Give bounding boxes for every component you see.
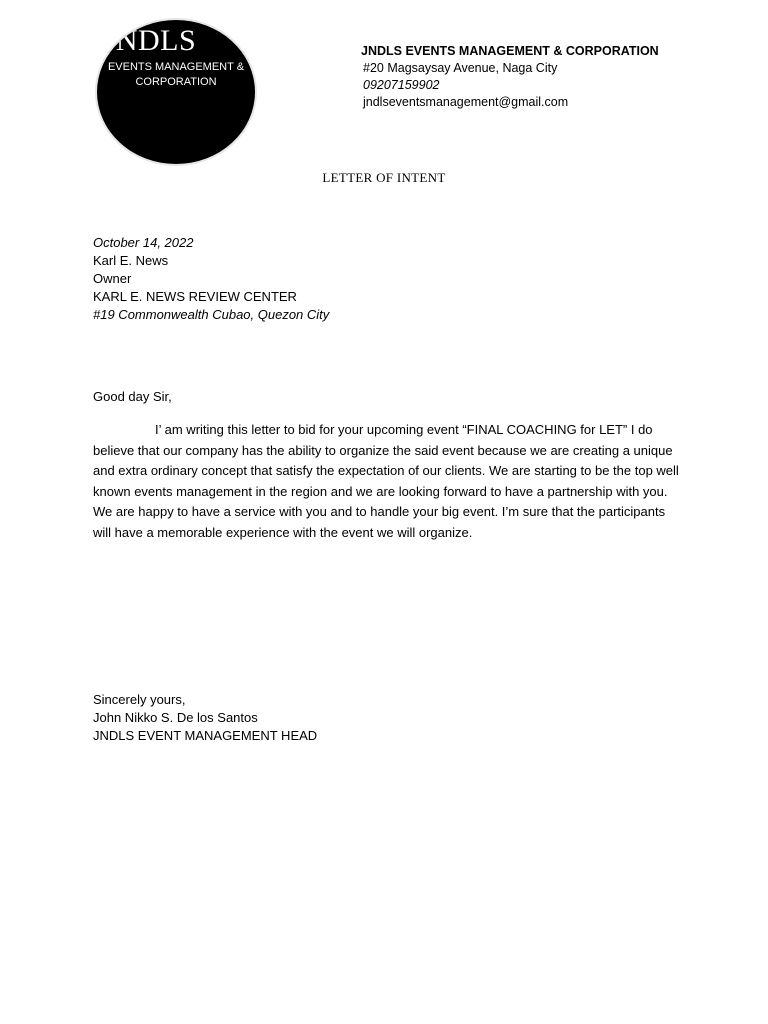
- letter-body-text: I’ am writing this letter to bid for your upcoming event “FINAL COACHING for LET” I do believe that our company has the ability to organize the said event because we are creating a unique and extra ordinary concept that satisfy the expectation of our clients. We are starting to be the top well known events management in the region and we are looking forward to have a partnership with you. We are happy to have a service with you and to handle your big event. I’m sure that the participants will have a memorable experience with the event we will organize.: [93, 422, 679, 540]
- logo-subtitle-line2: CORPORATION: [135, 76, 217, 88]
- valediction: Sincerely yours,: [93, 692, 186, 707]
- logo-subtitle-line1: EVENTS MANAGEMENT &: [107, 61, 245, 73]
- logo-text: NDLS: [115, 24, 197, 57]
- recipient-name: Karl E. News: [93, 253, 169, 268]
- signer-title: JNDLS EVENT MANAGEMENT HEAD: [93, 728, 318, 743]
- signer-name: John Nikko S. De los Santos: [93, 710, 258, 725]
- company-name: JNDLS EVENTS MANAGEMENT & CORPORATION: [361, 44, 659, 58]
- company-header: [361, 43, 659, 111]
- company-email: jndlseventsmanagement@gmail.com: [363, 95, 569, 109]
- company-logo: [95, 18, 257, 166]
- letter-date: October 14, 2022: [93, 235, 194, 250]
- letter-title: LETTER OF INTENT: [322, 170, 446, 185]
- recipient-company: KARL E. NEWS REVIEW CENTER: [93, 289, 297, 304]
- salutation: Good day Sir,: [93, 389, 172, 404]
- recipient-block: [93, 234, 693, 324]
- company-address: #20 Magsaysay Avenue, Naga City: [363, 61, 558, 75]
- closing-block: [93, 691, 693, 745]
- company-phone: 09207159902: [363, 78, 440, 92]
- logo-subtitle: [103, 60, 249, 90]
- letter-body: [93, 420, 679, 543]
- recipient-position: Owner: [93, 271, 132, 286]
- recipient-address: #19 Commonwealth Cubao, Quezon City: [93, 307, 330, 322]
